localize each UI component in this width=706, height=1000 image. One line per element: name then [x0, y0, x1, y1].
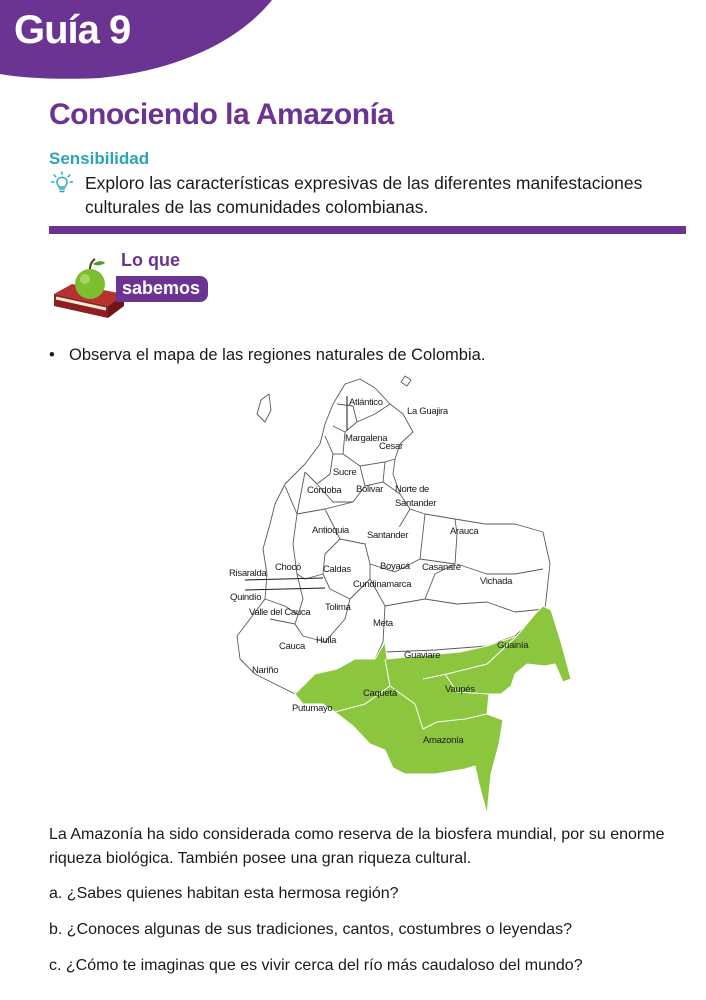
label-norte-santander-1: Norte de	[395, 484, 430, 495]
competency-label: Sensibilidad	[49, 149, 150, 168]
question-c: c. ¿Cómo te imaginas que es vivir cerca del río más caudaloso del mundo?	[49, 957, 583, 974]
label-arauca: Arauca	[450, 526, 479, 537]
instruction	[49, 346, 485, 365]
intro-paragraph: La Amazonía ha sido considerada como reserva de la biosfera mundial, por su enorme riqueza biológica. También posee una gran riqueza cultural.	[49, 826, 665, 867]
guide-number: Guía 9	[14, 8, 131, 52]
label-cesar: Cesar	[379, 441, 403, 452]
label-putumayo: Putumayo	[292, 703, 333, 714]
page-title: Conociendo la Amazonía	[49, 98, 394, 131]
label-sucre: Sucre	[333, 467, 357, 478]
label-narino: Nariño	[252, 665, 279, 676]
label-tolima: Tolima	[325, 602, 351, 613]
guide-badge	[0, 0, 290, 80]
label-cundinamarca: Cundinamarca	[353, 579, 412, 590]
label-antioquia: Antioquia	[312, 525, 349, 536]
label-caqueta: Caquetá	[363, 688, 397, 699]
label-boyaca: Boyacá	[380, 561, 410, 572]
label-casanare: Casanare	[422, 562, 461, 573]
section-title-line1: Lo que	[121, 250, 180, 270]
label-meta: Meta	[373, 618, 393, 629]
label-amazonas: Amazonía	[423, 735, 464, 746]
label-valle-del-cauca: Valle del Cauca	[249, 607, 311, 618]
question-a: a. ¿Sabes quienes habitan esta hermosa región?	[49, 885, 399, 902]
label-norte-santander-2: Santander	[395, 498, 437, 509]
label-guainia: Guainía	[497, 640, 529, 651]
colombia-regions-map	[225, 374, 585, 824]
label-bolivar: Bolivar	[356, 484, 383, 495]
label-santander: Santander	[367, 530, 409, 541]
label-atlantico: Atlántico	[349, 397, 383, 408]
instruction-bullet: •	[49, 346, 55, 364]
label-cordoba: Córdoba	[307, 485, 342, 496]
label-caldas: Caldas	[323, 564, 351, 575]
label-choco: Chocó	[275, 562, 301, 573]
label-huila: Huila	[316, 635, 337, 646]
instruction-text: Observa el mapa de las regiones naturales de Colombia.	[69, 346, 486, 364]
label-risaralda: Risaralda	[229, 568, 267, 579]
label-la-guajira: La Guajira	[407, 406, 448, 417]
section-title-line2: sabemos	[122, 278, 201, 298]
section-divider	[49, 226, 686, 234]
label-vichada: Vichada	[480, 576, 513, 587]
competency-text: Exploro las características expresivas de las diferentes manifestaciones culturales de las comunidades colombianas.	[85, 173, 643, 217]
label-cauca: Cauca	[279, 641, 305, 652]
label-quindio: Quindío	[230, 592, 262, 603]
lightbulb-icon	[51, 171, 73, 195]
label-guaviare: Guaviare	[404, 650, 441, 661]
question-b: b. ¿Conoces algunas de sus tradiciones, cantos, costumbres o leyendas?	[49, 921, 572, 938]
label-vaupes: Vaupés	[445, 684, 475, 695]
label-magdalena: Margalena	[345, 433, 388, 444]
